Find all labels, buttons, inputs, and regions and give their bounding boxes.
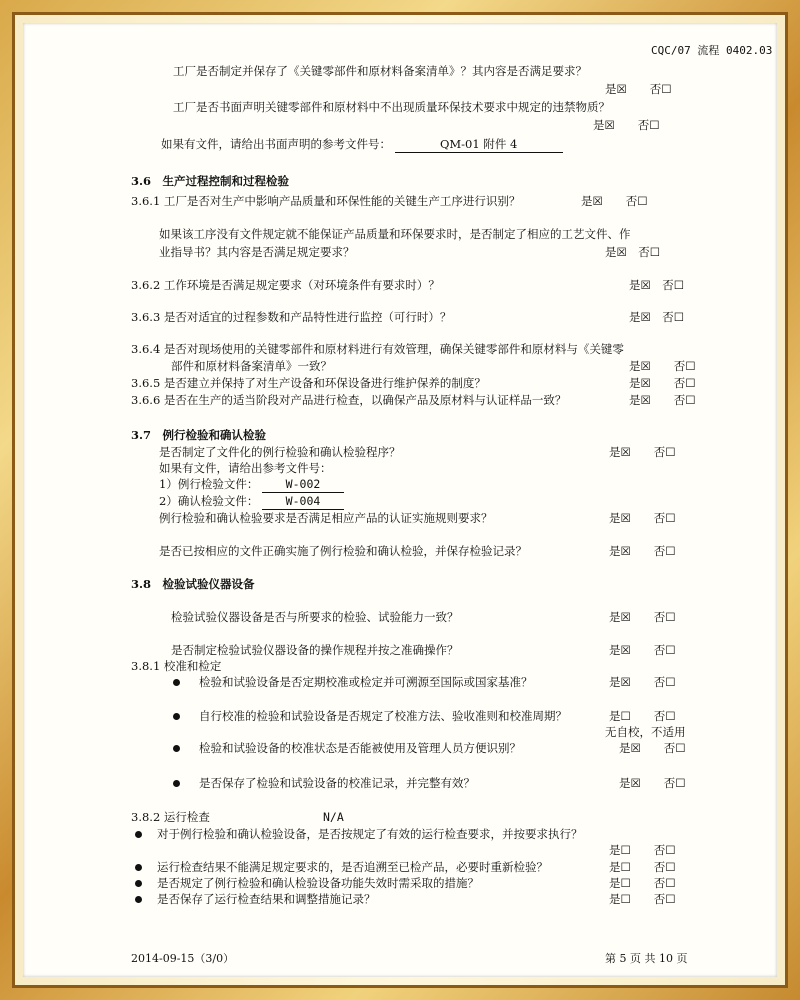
s35-q1-answer: 是☒ 否☐ <box>605 82 672 96</box>
s38-r1-answer: 是☐ 否☐ <box>609 843 676 857</box>
s35-ref-row <box>161 136 563 153</box>
s35-ref-label: 如果有文件，请给出书面声明的参考文件号： <box>161 137 391 151</box>
s36-q5: 3.6.5 是否建立并保持了对生产设备和环保设备进行维护保养的制度？ <box>131 376 486 390</box>
s38-r4-answer: 是☐ 否☐ <box>609 892 676 906</box>
s36-q6-answer: 是☒ 否☐ <box>629 393 696 407</box>
s38-c1-answer: 是☒ 否☐ <box>609 675 676 689</box>
s38-c3: 检验和试验设备的校准状态是否能被使用及管理人员方便识别？ <box>199 741 521 755</box>
s36-q4-answer: 是☒ 否☐ <box>629 359 696 373</box>
bullet-icon <box>135 864 142 871</box>
s37-ref1-row <box>159 476 344 493</box>
s38-q2: 是否制定检验试验仪器设备的操作规程并按之准确操作？ <box>171 643 459 657</box>
s38-c3-answer: 是☒ 否☐ <box>619 741 686 755</box>
bullet-icon <box>135 831 142 838</box>
doc-code: CQC/07 流程 0402.03 <box>651 44 773 57</box>
s37-ref2-value: W-004 <box>262 493 344 510</box>
s36-q6: 3.6.6 是否在生产的适当阶段对产品进行检查，以确保产品及原材料与认证样品一致？ <box>131 393 567 407</box>
s37-ref-label: 如果有文件，请给出参考文件号： <box>159 461 332 475</box>
s37-q1: 是否制定了文件化的例行检验和确认检验程序？ <box>159 445 401 459</box>
footer-date: 2014-09-15（3/0） <box>131 952 235 965</box>
s38-c1: 检验和试验设备是否定期校准或检定并可溯源至国际或国家基准？ <box>199 675 533 689</box>
s36-title: 3.6 生产过程控制和过程检验 <box>131 174 290 188</box>
s37-ref1-label: 1）例行检验文件： <box>159 477 259 491</box>
s36-q3: 3.6.3 是否对适宜的过程参数和产品特性进行监控（可行时）？ <box>131 310 452 324</box>
bullet-icon <box>173 679 180 686</box>
s38-r4: 是否保存了运行检查结果和调整措施记录？ <box>157 892 376 906</box>
s36-q2-answer: 是☒ 否☐ <box>629 278 685 292</box>
s36-q1-answer: 是☒ 否☐ <box>581 194 648 208</box>
s35-q1: 工厂是否制定并保存了《关键零部件和原材料备案清单》？其内容是否满足要求？ <box>173 64 587 78</box>
s38-c2-note: 无自校，不适用 <box>605 725 686 739</box>
document-page <box>23 23 777 977</box>
s38-c4-answer: 是☒ 否☐ <box>619 776 686 790</box>
s36-q1b-answer: 是☒ 否☐ <box>605 245 661 259</box>
s36-q5-answer: 是☒ 否☐ <box>629 376 696 390</box>
s37-q2: 例行检验和确认检验要求是否满足相应产品的认证实施规则要求？ <box>159 511 493 525</box>
s38-q2-answer: 是☒ 否☐ <box>609 643 676 657</box>
s38-r1: 对于例行检验和确认检验设备，是否按规定了有效的运行检查要求，并按要求执行？ <box>157 827 583 841</box>
s38-q1: 检验试验仪器设备是否与所要求的检验、试验能力一致？ <box>171 610 459 624</box>
s36-q4-line2: 部件和原材料备案清单》一致？ <box>171 359 332 373</box>
s38-sub1: 3.8.1 校准和检定 <box>131 659 222 673</box>
s36-q1b-line1: 如果该工序没有文件规定就不能保证产品质量和环保要求时，是否制定了相应的工艺文件、作 <box>159 227 631 241</box>
s38-r3: 是否规定了例行检验和确认检验设备功能失效时需采取的措施？ <box>157 876 479 890</box>
s38-r2-answer: 是☐ 否☐ <box>609 860 676 874</box>
s36-q1b-line2: 业指导书？其内容是否满足规定要求？ <box>159 245 355 259</box>
s37-ref2-label: 2）确认检验文件： <box>159 494 259 508</box>
s38-sub2-na: N/A <box>323 810 344 824</box>
s38-r2: 运行检查结果不能满足规定要求的，是否追溯至已检产品，必要时重新检验？ <box>157 860 548 874</box>
frame-inner-border <box>12 12 788 988</box>
s37-q3: 是否已按相应的文件正确实施了例行检验和确认检验，并保存检验记录？ <box>159 544 527 558</box>
s38-sub2: 3.8.2 运行检查 <box>131 810 210 824</box>
s35-q2: 工厂是否书面声明关键零部件和原材料中不出现质量环保技术要求中规定的违禁物质？ <box>173 100 610 114</box>
s38-r3-answer: 是☐ 否☐ <box>609 876 676 890</box>
s38-c2-answer: 是☐ 否☐ <box>609 709 676 723</box>
s35-ref-value: QM-01 附件 4 <box>395 136 563 153</box>
s36-q2: 3.6.2 工作环境是否满足规定要求（对环境条件有要求时）？ <box>131 278 440 292</box>
s38-title: 3.8 检验试验仪器设备 <box>131 577 255 591</box>
s36-q3-answer: 是☒ 否☐ <box>629 310 685 324</box>
bullet-icon <box>135 896 142 903</box>
bullet-icon <box>135 880 142 887</box>
s38-c2: 自行校准的检验和试验设备是否规定了校准方法、验收准则和校准周期？ <box>199 709 567 723</box>
bullet-icon <box>173 780 180 787</box>
s37-q2-answer: 是☒ 否☐ <box>609 511 676 525</box>
s38-q1-answer: 是☒ 否☐ <box>609 610 676 624</box>
s38-c4: 是否保存了检验和试验设备的校准记录，并完整有效？ <box>199 776 475 790</box>
s37-q1-answer: 是☒ 否☐ <box>609 445 676 459</box>
s36-q1: 3.6.1 工厂是否对生产中影响产品质量和环保性能的关键生产工序进行识别？ <box>131 194 521 208</box>
bullet-icon <box>173 713 180 720</box>
s35-q2-answer: 是☒ 否☐ <box>593 118 660 132</box>
footer-page-number: 第 5 页 共 10 页 <box>605 952 688 965</box>
s36-q4-line1: 3.6.4 是否对现场使用的关键零部件和原材料进行有效管理，确保关键零部件和原材料与《关键零 <box>131 342 624 356</box>
s37-ref2-row <box>159 493 344 510</box>
s37-title: 3.7 例行检验和确认检验 <box>131 428 267 442</box>
s37-q3-answer: 是☒ 否☐ <box>609 544 676 558</box>
bullet-icon <box>173 745 180 752</box>
s37-ref1-value: W-002 <box>262 476 344 493</box>
